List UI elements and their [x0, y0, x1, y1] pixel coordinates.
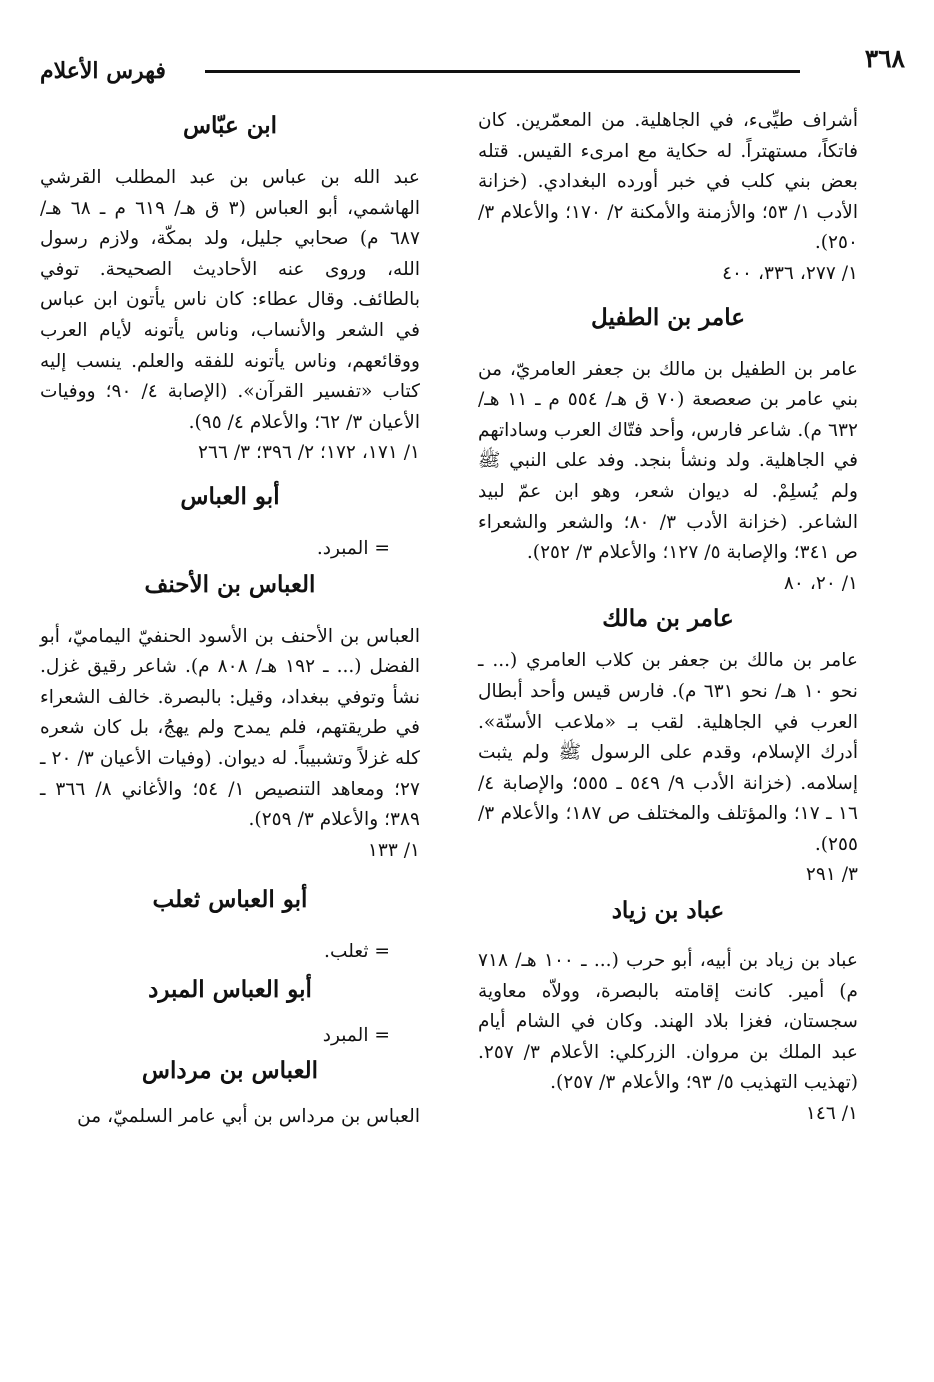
entry-heading: عباد بن زياد — [611, 897, 725, 925]
entry-refs: ١/ ١٣٣ — [367, 839, 420, 861]
right-column — [478, 106, 858, 1136]
continued-entry-text: أشراف طيِّىء، في الجاهلية. من المعمّرين. كان فاتكاً، مستهتراً. له حكاية مع امرىء القيس. قتله بعض بني كلب في خبر أورده البغدادي. (خزانة الأدب ١/ ٥٣؛ والأزمنة والأمكنة ٢/ ١٧٠؛ والأعلام ٣/ ٢٥٠). — [478, 110, 859, 254]
entry-text: عبد الله بن عباس بن عبد المطلب القرشي الهاشمي، أبو العباس (٣ ق هـ/ ٦١٩ م ـ ٦٨ هـ/ ٦٨٧ م) صحابي جليل، ولد بمكّة، ولازم رسول الله، وروى عنه الأحاديث الصحيحة. توفي بالطائف. وقال عطاء: كان ناس يأتون ابن عباس في الشعر والأنساب، وناس يأتونه لأيام العرب ووقائعهم، وناس يأتونه للفقه والعلم. ينسب إليه كتاب «تفسير القرآن». (الإصابة ٤/ ٩٠؛ ووفيات الأعيان ٣/ ٦٢؛ والأعلام ٤/ ٩٥). — [40, 167, 420, 433]
entry-refs: ١/ ٢٠، ٨٠ — [783, 572, 858, 594]
entry-heading: عامر بن الطفيل — [591, 303, 745, 331]
entry-amir-ibn-tufayl — [478, 304, 858, 600]
entry-refs: ١/ ١٤٦ — [805, 1103, 858, 1125]
header-rule — [205, 70, 800, 73]
entry-heading: العباس بن مرداس — [141, 1057, 319, 1085]
entry-heading: ابن عبّاس — [182, 112, 278, 139]
entry-abbas-ibn-al-ahnaf — [40, 571, 420, 867]
entry-heading: أبو العباس ثعلب — [152, 886, 308, 914]
entry-abbad-ibn-ziyad — [478, 897, 858, 1130]
entry-heading: عامر بن مالك — [602, 605, 734, 633]
entry-text: عامر بن الطفيل بن مالك بن جعفر العامريّ، من بني عامر بن صعصعة (٧٠ ق هـ/ ٥٥٤ م ـ ١١ هـ/ ٦٣٢ م). شاعر فارس، وأحد فتّاك العرب وساداتهم في الجاهلية. ولد ونشأ بنجد. وفد على النبي ﷺ ولم يُسلِمْ. له ديوان شعر، وهو ابن عمّ لبيد الشاعر. (خزانة الأدب ٣/ ٨٠؛ والشعر والشعراء ص ٣٤١؛ والإصابة ٥/ ١٢٧؛ والأعلام ٣/ ٢٥٢). — [478, 358, 858, 564]
entry-heading: العباس بن الأحنف — [144, 570, 316, 598]
entry-ibn-abbas — [40, 112, 420, 469]
entry-abbas-ibn-mirdas — [40, 1057, 420, 1133]
entry-text: عامر بن مالك بن جعفر بن كلاب العامري (... ـ نحو ١٠ هـ/ نحو ٦٣١ م). فارس قيس وأحد أبطال العرب في الجاهلية. لقب بـ «ملاعب الأسنّة». أدرك الإسلام، وقدم على الرسول ﷺ ولم يثبت إسلامه. (خزانة الأدب ٩/ ٥٤٩ ـ ٥٥٥؛ والإصابة ٤/ ١٦ ـ ١٧؛ والمؤتلف والمختلف ص ١٨٧؛ والأعلام ٣/ ٢٥٥). — [478, 650, 858, 855]
continued-entry-refs: ١/ ٢٧٧، ٣٣٦، ٤٠٠ — [722, 262, 858, 284]
entry-heading: أبو العباس — [180, 482, 280, 510]
cross-reference: = ثعلب. — [324, 941, 390, 963]
entry-text: العباس بن الأحنف بن الأسود الحنفيّ اليماميّ، أبو الفضل (... ـ ١٩٢ هـ/ ٨٠٨ م). شاعر رقيق غزل. نشأ وتوفي ببغداد، وقيل: بالبصرة. خالف الشعراء في طريقتهم، فلم يمدح ولم يهجُ، بل كان شعره كله غزلاً وتشبيباً. له ديوان. (وفيات الأعيان ٣/ ٢٠ ـ ٢٧؛ ومعاهد التنصيص ١/ ٥٤؛ والأغاني ٨/ ٣٦٦ ـ ٣٨٩؛ والأعلام ٣/ ٢٥٩). — [40, 625, 420, 831]
entry-abu-al-abbas-thalab — [40, 886, 420, 968]
entry-abu-al-abbas — [40, 483, 420, 565]
entry-refs: ٣/ ٢٩١ — [805, 864, 858, 886]
cross-reference: = المبرد. — [316, 537, 390, 559]
left-column — [40, 106, 420, 1139]
page-number: ٣٦٨ — [864, 44, 905, 73]
cross-reference: = المبرد — [322, 1024, 390, 1046]
entry-text: عباد بن زياد بن أبيه، أبو حرب (... ـ ١٠٠ هـ/ ٧١٨ م) أمير. كانت إقامته بالبصرة، وولاّه معاوية سجستان، فغزا بلاد الهند. وكان في الشام أيام عبد الملك بن مروان. الزركلي: الأعلام ٣/ ٢٥٧. (تهذيب التهذيب ٥/ ٩٣؛ والأعلام ٣/ ٢٥٧). — [478, 950, 858, 1094]
entry-amir-ibn-malik — [478, 605, 858, 891]
entry-refs: ١/ ١٧١، ١٧٢؛ ٢/ ٣٩٦؛ ٣/ ٢٦٦ — [197, 442, 420, 464]
entry-heading: أبو العباس المبرد — [148, 975, 312, 1003]
entry-text: العباس بن مرداس بن أبي عامر السلميّ، من — [77, 1106, 420, 1128]
entry-abu-al-abbas-al-mubarrad — [40, 976, 420, 1052]
running-title: فهرس الأعلام — [40, 58, 166, 84]
